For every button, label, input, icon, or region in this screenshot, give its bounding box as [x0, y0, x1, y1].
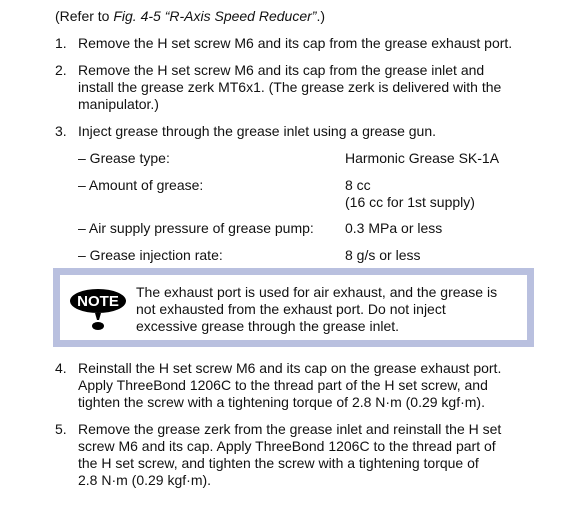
note-content: [60, 275, 527, 340]
refer-suffix: .): [316, 8, 325, 24]
step-text: the H set screw, and tighten the screw with a tightening torque of: [78, 455, 479, 471]
refer-prefix: (Refer to: [55, 8, 114, 24]
step-text: 2.8 N·m (0.29 kgf·m).: [78, 472, 212, 488]
step-number: 5.: [55, 421, 67, 437]
note-text-line: excessive grease through the grease inlet.: [136, 318, 400, 334]
step-text: install the grease zerk MT6x1. (The grease zerk is delivered with the: [78, 79, 502, 95]
spec-value: 8 cc: [345, 177, 371, 193]
note-text-line: The exhaust port is used for air exhaust, and the grease is: [136, 284, 498, 300]
note-icon: [68, 286, 128, 336]
step-text: Reinstall the H set screw M6 and its cap on the grease exhaust port.: [78, 360, 502, 376]
step-number: 2.: [55, 62, 67, 78]
step-number: 4.: [55, 360, 67, 376]
note-icon-label: NOTE: [77, 293, 119, 310]
step-number: 1.: [55, 35, 67, 51]
step-text: Remove the grease zerk from the grease inlet and reinstall the H set: [78, 421, 502, 437]
spec-label: – Grease injection rate:: [78, 247, 223, 263]
spec-value-note: (16 cc for 1st supply): [345, 194, 475, 210]
spec-label: – Grease type:: [78, 150, 170, 166]
step-text: Apply ThreeBond 1206C to the thread part of the H set screw, and: [78, 377, 488, 393]
refer-figure-link: Fig. 4-5 “R-Axis Speed Reducer”: [113, 8, 317, 24]
step-text: Remove the H set screw M6 and its cap from the grease exhaust port.: [78, 35, 513, 51]
figure-reference: [55, 8, 325, 25]
spec-value: Harmonic Grease SK-1A: [345, 150, 500, 166]
step-text: Remove the H set screw M6 and its cap from the grease inlet and: [78, 62, 485, 78]
step-text: Inject grease through the grease inlet using a grease gun.: [78, 123, 437, 139]
spec-value: 0.3 MPa or less: [345, 220, 443, 236]
spec-label: – Air supply pressure of grease pump:: [78, 220, 314, 236]
note-text-line: not exhausted from the exhaust port. Do not inject: [136, 301, 446, 317]
spec-label: – Amount of grease:: [78, 177, 204, 193]
step-text: manipulator.): [78, 96, 159, 112]
spec-value: 8 g/s or less: [345, 247, 421, 263]
step-number: 3.: [55, 123, 67, 139]
step-text: screw M6 and its cap. Apply ThreeBond 1206C to the thread part of: [78, 438, 496, 454]
note-box: [53, 268, 534, 347]
step-text: tighten the screw with a tightening torque of 2.8 N·m (0.29 kgf·m).: [78, 394, 485, 410]
